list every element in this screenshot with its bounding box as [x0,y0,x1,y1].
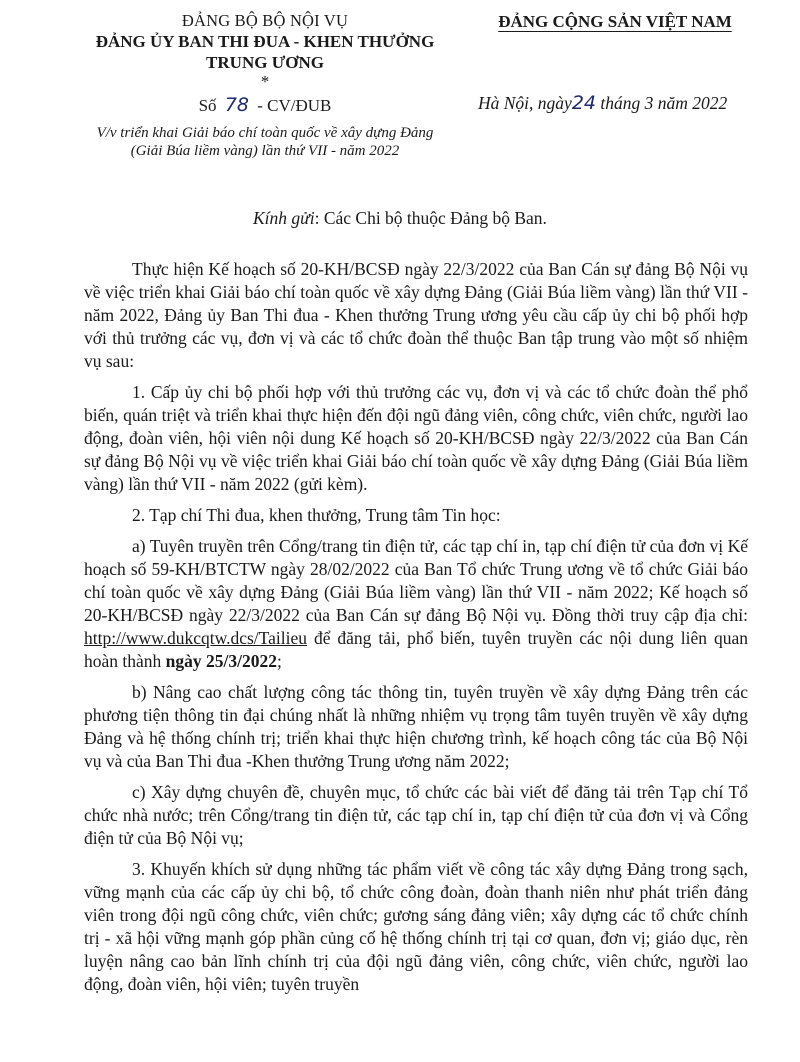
subject-line-2: (Giải Búa liềm vàng) lần thứ VII - năm 2022 [130,143,400,159]
item-2a-text: a) Tuyên truyền trên Cổng/trang tin điện tử, các tạp chí in, tạp chí điện tử của đơn vị Kế hoạch số 59-KH/BTCTW ngày 28/02/2022 của Ban Tổ chức Trung ương về tổ chức Giải báo chí toàn quốc về xây dựng Đảng (Giải Búa liềm vàng) lần thứ VII - năm 2022; Kế hoạch số 20-KH/BCSĐ ngày 22/3/2022 của Ban Cán sự đảng Bộ Nội vụ. Đồng thời truy cập địa chỉ: [84,536,748,625]
date-suffix: tháng 3 năm 2022 [600,93,728,113]
item-2a-paragraph [84,535,748,673]
document-body [84,258,748,996]
item-3-paragraph: 3. Khuyến khích sử dụng những tác phẩm viết về công tác xây dựng Đảng trong sạch, vững mạnh của các cấp ủy chi bộ, tổ chức công đoàn, đoàn thanh niên như phát triển đảng viên trong đội ngũ công chức, viên chức; gương sáng đảng viên; xây dựng các tổ chức chính trị - xã hội vững mạnh góp phần củng cố hệ thống chính trị tại cơ quan, đơn vị; giáo dục, rèn luyện nâng cao bản lĩnh chính trị của đội ngũ đảng viên, công chức, viên chức, người lao động, đoàn viên, hội viên; tuyên truyền [84,859,748,994]
issuing-committee-name-cont: TRUNG ƯƠNG [206,53,324,72]
issuer-header [60,10,470,160]
doc-number-handwritten: 78 [224,94,249,116]
item-2-heading: 2. Tạp chí Thi đua, khen thưởng, Trung tâm Tin học: [132,505,501,525]
item-2a-end: ; [277,651,282,671]
subject-line [60,124,470,160]
doc-number-suffix: - CV/ĐUB [257,96,332,115]
header-star: * [260,72,270,91]
date-prefix: Hà Nội, ngày [478,93,572,113]
document-date [478,92,727,114]
intro-paragraph: Thực hiện Kế hoạch số 20-KH/BCSĐ ngày 22/3/2022 của Ban Cán sự đảng Bộ Nội vụ về việc triển khai Giải báo chí toàn quốc về xây dựng Đảng (Giải Búa liềm vàng) lần thứ VII - năm 2022, Đảng ủy Ban Thi đua - Khen thưởng Trung ương yêu cầu cấp ủy chi bộ phối hợp với thủ trưởng các vụ, đơn vị và các tổ chức đoàn thể thuộc Ban tập trung vào một số nhiệm vụ sau: [84,259,748,371]
document-number [60,95,470,116]
item-1-paragraph: 1. Cấp ủy chi bộ phối hợp với thủ trưởng các vụ, đơn vị và các tổ chức đoàn thể phổ biến, quán triệt và triển khai thực hiện đến đội ngũ đảng viên, công chức, viên chức, người lao động, đoàn viên, hội viên nội dung Kế hoạch số 20-KH/BCSĐ ngày 22/3/2022 của Ban Cán sự đảng Bộ Nội vụ về việc triển khai Giải báo chí toàn quốc về xây dựng Đảng (Giải Búa liềm vàng) lần thứ VII - năm 2022 (gửi kèm). [84,382,748,494]
party-committee-name: ĐẢNG BỘ BỘ NỘI VỤ [181,11,349,30]
documents-link[interactable]: http://www.dukcqtw.dcs/Tailieu [84,628,307,648]
doc-number-prefix: Số [198,96,217,115]
party-title: ĐẢNG CỘNG SẢN VIỆT NAM [498,12,732,31]
greeting [253,208,547,229]
item-2b-paragraph: b) Nâng cao chất lượng công tác thông tin, tuyên truyền về xây dựng Đảng trên các phương tiện thông tin đại chúng nhất là những nhiệm vụ trọng tâm tuyên truyền về xây dựng Đảng và hệ thống chính trị; triển khai thực hiện chương trình, kế hoạch công tác của Bộ Nội vụ và của Ban Thi đua -Khen thưởng Trung ương năm 2022; [84,682,748,771]
subject-line-1: V/v triển khai Giải báo chí toàn quốc về xây dựng Đảng [96,125,434,141]
greeting-label: Kính gửi [253,208,315,228]
item-2a-text-2: để đăng tải, phổ biến, tuyên truyền các nội dung liên quan hoàn thành [84,628,748,671]
item-2a-deadline: ngày 25/3/2022 [165,651,277,671]
date-day-handwritten: 24 [571,92,597,114]
greeting-recipients: : Các Chi bộ thuộc Đảng bộ Ban. [314,208,547,228]
issuing-committee-name: ĐẢNG ỦY BAN THI ĐUA - KHEN THƯỞNG [95,32,435,51]
item-2c-paragraph: c) Xây dựng chuyên đề, chuyên mục, tổ chức các bài viết để đăng tải trên Tạp chí Tổ chức nhà nước; trên Cổng/trang tin điện tử, các tạp chí in, tạp chí điện tử của đơn vị và Cổng điện tử của Bộ Nội vụ; [84,782,748,848]
